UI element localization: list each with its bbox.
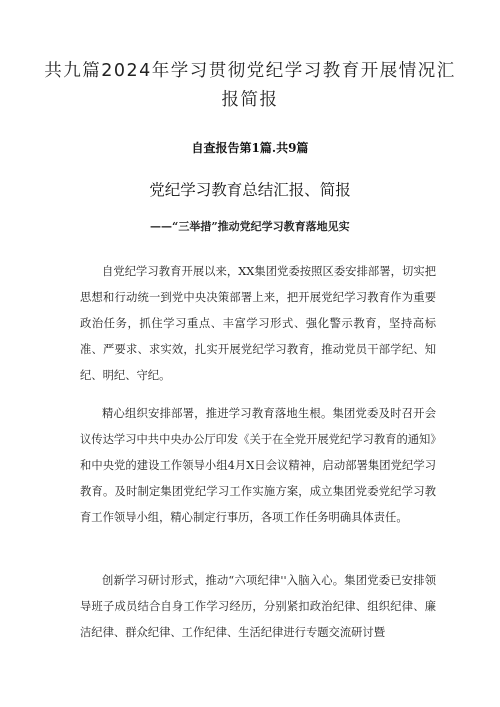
document-title: 共九篇2024年学习贯彻党纪学习教育开展情况汇报简报 bbox=[44, 61, 456, 110]
article-title: 党纪学习教育总结汇报、简报 bbox=[149, 181, 351, 199]
article-subtitle: ——“三举措”推动党纪学习教育落地见实 bbox=[150, 220, 350, 233]
paragraph: 精心组织安排部署，推进学习教育落地生根。集团党委及时召开会议传达学习中共中央办公厅印发《关于在全党开展党纪学习教育的通知》和中央党的建设工作领导小组4月X日会议精神，启动部署集团党纪学习教育。及时制定集团党纪学习工作实施方案，成立集团党委党纪学习教育工作领导小组，精心制定行事历，各项工作任务明确具体责任。 bbox=[80, 407, 436, 524]
paragraph: 创新学习研讨形式，推动“六项纪律''入脑入心。集团党委已安排领导班子成员结合自身工作学习经历，分别紧扣政治纪律、组织纪律、廉洁纪律、群众纪律、工作纪律、生活纪律进行专题交流研讨暨 bbox=[80, 574, 436, 639]
paragraph: 自党纪学习教育开展以来，XX集团党委按照区委安排部署，切实把思想和行动统一到党中央决策部署上来，把开展党纪学习教育作为重要政治任务，抓住学习重点、丰富学习形式、强化警示教育，坚持高标准、严要求、求实效，扎实开展党纪学习教育，推动党员干部学纪、知纪、明纪、守纪。 bbox=[80, 265, 436, 382]
self-check-label: 自查报告第1篇.共9篇 bbox=[191, 141, 309, 155]
